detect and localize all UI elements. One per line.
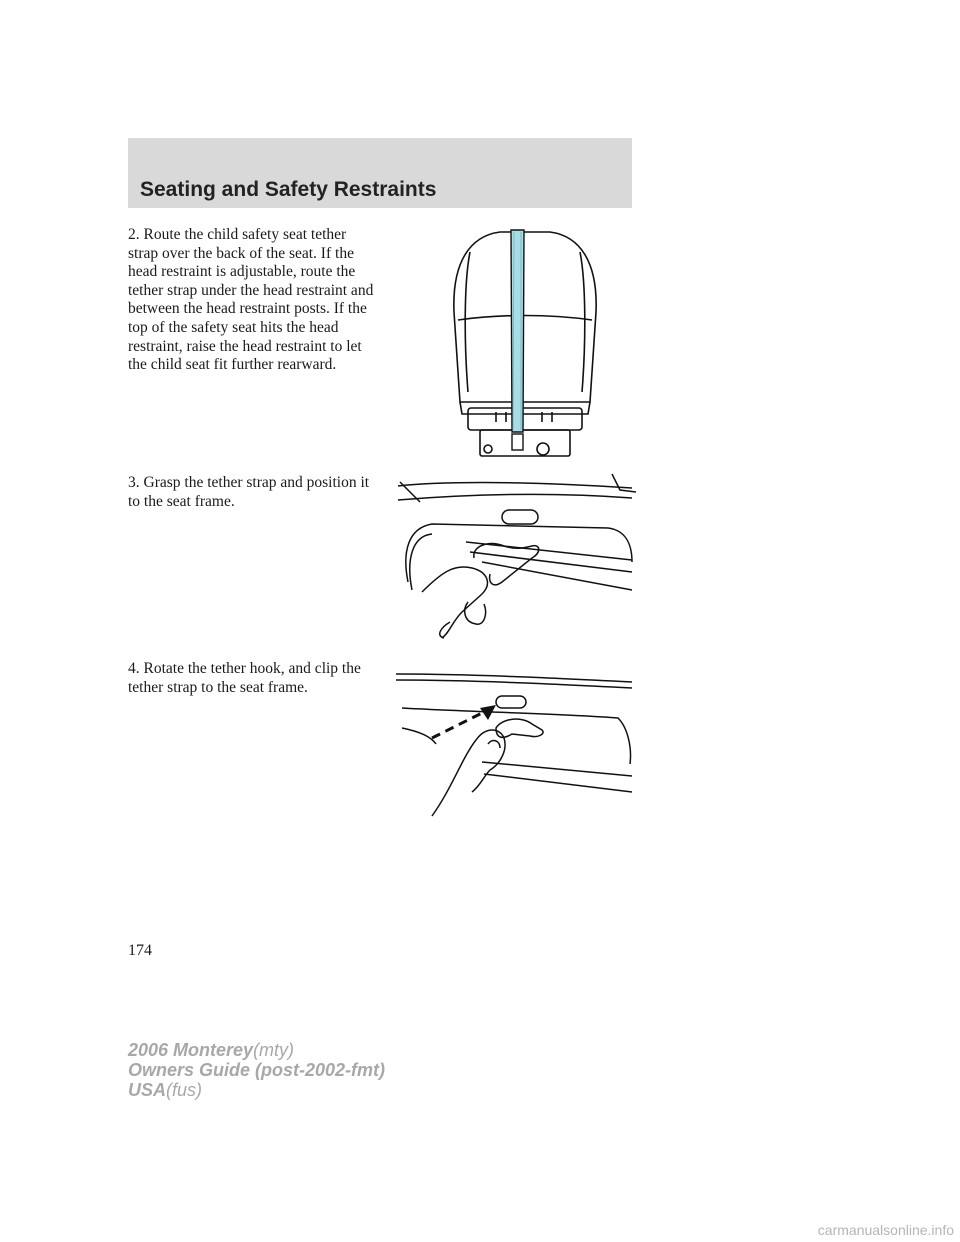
seat-tether-illustration (440, 222, 610, 466)
footer-model: 2006 Monterey (128, 1040, 254, 1060)
clip-tether-illustration (392, 668, 642, 818)
footer-line-1 (128, 1040, 385, 1060)
footer-guide: Owners Guide (post-2002-fmt) (128, 1060, 386, 1080)
step-2-text: 2. Route the child safety seat tether strap over the back of the seat. If the head restraint is adjustable, route the tether strap under the head restraint and between the head restraint posts. If the top of the safety seat hits the head restraint, raise the head restraint to let the child seat fit further rearward. (128, 226, 374, 374)
section-header-band (128, 138, 632, 208)
section-title: Seating and Safety Restraints (140, 178, 437, 201)
watermark: carmanualsonline.info (817, 1222, 954, 1238)
step-4-text: 4. Rotate the tether hook, and clip the tether strap to the seat frame. (128, 660, 361, 696)
footer-line-2 (128, 1060, 385, 1080)
page-number: 174 (128, 942, 152, 959)
footer-model-code: (mty) (253, 1040, 295, 1060)
grasp-tether-illustration (392, 472, 642, 640)
footer-region-code: (fus) (166, 1080, 203, 1100)
footer-line-3 (128, 1080, 385, 1100)
step-3-text: 3. Grasp the tether strap and position it to the seat frame. (128, 474, 370, 510)
document-footer (128, 1040, 385, 1100)
footer-region: USA (128, 1080, 167, 1100)
